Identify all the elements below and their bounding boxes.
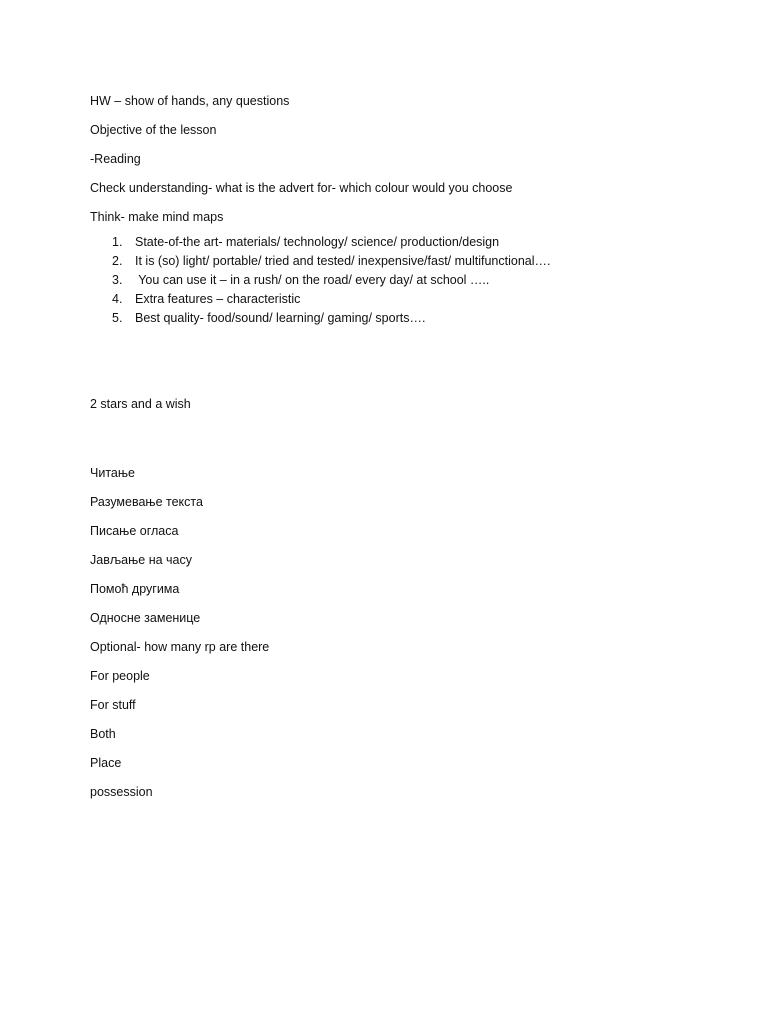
check-understanding-line: Check understanding- what is the advert for- which colour would you choose [90,181,513,195]
list-item [90,252,710,271]
cyrillic-line: Односне заменице [90,611,201,625]
list-item [90,271,710,290]
list-text: You can use it – in a rush/ on the road/ every day/ at school ….. [135,273,490,287]
list-item [90,233,710,252]
stars-and-wish-line: 2 stars and a wish [90,397,191,411]
list-text: State-of-the art- materials/ technology/ science/ production/design [135,235,500,249]
objective-line: Objective of the lesson [90,123,217,137]
cyrillic-line: Помоћ другима [90,582,180,596]
list-text: Best quality- food/sound/ learning/ gaming/ sports…. [135,311,426,325]
hw-line: HW – show of hands, any questions [90,94,290,108]
list-text: It is (so) light/ portable/ tried and tested/ inexpensive/fast/ multifunctional…. [135,254,551,268]
list-number: 4. [112,292,123,306]
numbered-list [90,233,710,328]
cyrillic-line: Јављање на часу [90,553,192,567]
list-item [90,290,710,309]
cyrillic-line: Разумевање текста [90,495,203,509]
cyrillic-line: Писање огласа [90,524,179,538]
optional-line: Optional- how many rp are there [90,640,270,654]
optional-line: Both [90,727,116,741]
spacer [90,328,710,395]
document-page [90,92,710,812]
optional-line: For people [90,669,150,683]
optional-line: For stuff [90,698,136,712]
list-item [90,309,710,328]
list-text: Extra features – characteristic [135,292,301,306]
optional-line: possession [90,785,153,799]
reading-line: -Reading [90,152,141,166]
think-line: Think- make mind maps [90,210,224,224]
list-number: 5. [112,311,123,325]
cyrillic-line: Читање [90,466,135,480]
list-number: 3. [112,273,123,287]
list-number: 2. [112,254,123,268]
spacer [90,424,710,464]
optional-line: Place [90,756,122,770]
list-number: 1. [112,235,123,249]
